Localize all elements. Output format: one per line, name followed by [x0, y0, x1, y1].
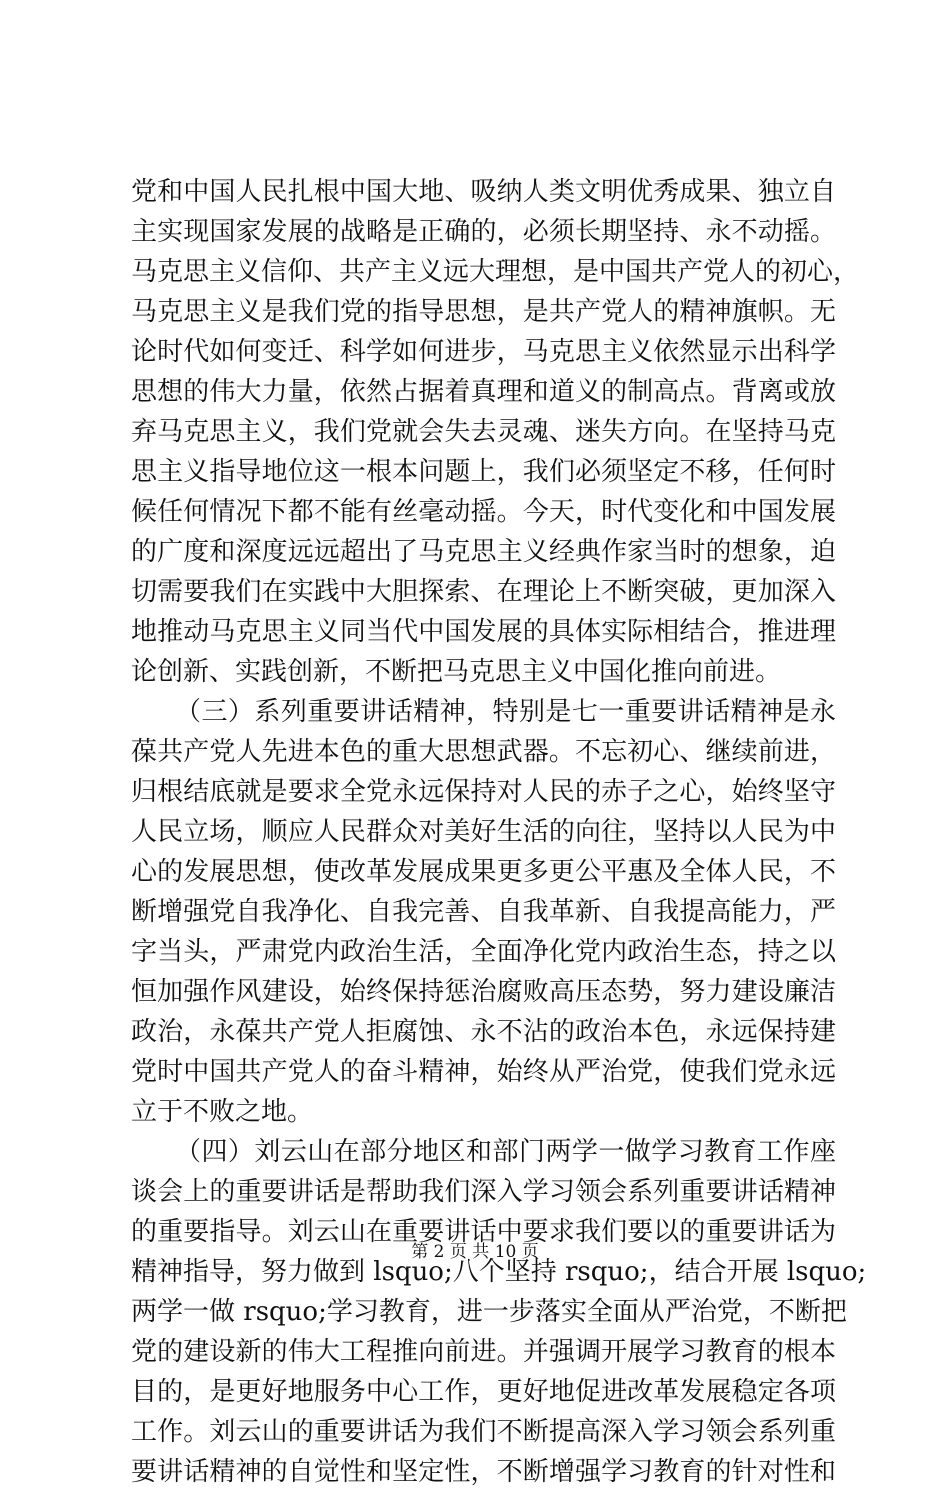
text-line: 目的，是更好地服务中心工作，更好地促进改革发展稳定各项: [131, 1377, 836, 1407]
text-line: 弃马克思主义，我们党就会失去灵魂、迷失方向。在坚持马克: [131, 417, 836, 447]
text-line: 的重要指导。刘云山在重要讲话中要求我们要以的重要讲话为: [131, 1217, 836, 1247]
text-line: 马克思主义信仰、共产主义远大理想，是中国共产党人的初心，: [131, 257, 860, 287]
text-line: 两学一做 rsquo;学习教育，进一步落实全面从严治党，不断把: [131, 1297, 847, 1327]
text-line: 字当头，严肃党内政治生活，全面净化党内政治生态，持之以: [131, 937, 836, 967]
text-line: 葆共产党人先进本色的重大思想武器。不忘初心、继续前进，: [131, 737, 836, 767]
page-number-footer: 第 2 页 共 10 页: [411, 1242, 539, 1262]
text-line: 主实现国家发展的战略是正确的，必须长期坚持、永不动摇。: [131, 217, 836, 247]
text-line: 地推动马克思主义同当代中国发展的具体实际相结合，推进理: [131, 617, 836, 647]
text-line: 思主义指导地位这一根本问题上，我们必须坚定不移，任何时: [131, 457, 836, 487]
text-line: 要讲话精神的自觉性和坚定性，不断增强学习教育的针对性和: [131, 1457, 836, 1487]
text-line: 论时代如何变迁、科学如何进步，马克思主义依然显示出科学: [131, 337, 836, 367]
text-line: 精神指导，努力做到 lsquo;八个坚持 rsquo;，结合开展 lsquo;: [131, 1257, 867, 1287]
text-line: 断增强党自我净化、自我完善、自我革新、自我提高能力，严: [131, 897, 836, 927]
text-line: 政治，永葆共产党人拒腐蚀、永不沾的政治本色，永远保持建: [131, 1017, 836, 1047]
body-text: [131, 172, 867, 1492]
text-line: 党时中国共产党人的奋斗精神，始终从严治党，使我们党永远: [131, 1057, 836, 1087]
text-line: （三）系列重要讲话精神，特别是七一重要讲话精神是永: [175, 697, 836, 727]
text-line: 马克思主义是我们党的指导思想，是共产党人的精神旗帜。无: [131, 297, 836, 327]
text-line: 的广度和深度远远超出了马克思主义经典作家当时的想象，迫: [131, 537, 836, 567]
text-line: 候任何情况下都不能有丝毫动摇。今天，时代变化和中国发展: [131, 497, 836, 527]
text-line: 党的建设新的伟大工程推向前进。并强调开展学习教育的根本: [131, 1337, 836, 1367]
paragraph-3: [131, 1132, 867, 1492]
text-line: 谈会上的重要讲话是帮助我们深入学习领会系列重要讲话精神: [131, 1177, 836, 1207]
text-line: 论创新、实践创新，不断把马克思主义中国化推向前进。: [131, 657, 782, 687]
paragraph-1: [131, 172, 860, 692]
text-line: 归根结底就是要求全党永远保持对人民的赤子之心，始终坚守: [131, 777, 836, 807]
text-line: 思想的伟大力量，依然占据着真理和道义的制高点。背离或放: [131, 377, 836, 407]
text-line: 党和中国人民扎根中国大地、吸纳人类文明优秀成果、独立自: [131, 177, 836, 207]
text-line: 恒加强作风建设，始终保持惩治腐败高压态势，努力建设廉洁: [131, 977, 836, 1007]
text-line: 心的发展思想，使改革发展成果更多更公平惠及全体人民，不: [131, 857, 836, 887]
text-line: 切需要我们在实践中大胆探索、在理论上不断突破，更加深入: [131, 577, 836, 607]
text-line: 工作。刘云山的重要讲话为我们不断提高深入学习领会系列重: [131, 1417, 836, 1447]
text-line: 人民立场，顺应人民群众对美好生活的向往，坚持以人民为中: [131, 817, 836, 847]
text-line: （四）刘云山在部分地区和部门两学一做学习教育工作座: [175, 1137, 836, 1167]
paragraph-2: [131, 692, 836, 1132]
text-line: 立于不败之地。: [131, 1097, 314, 1127]
